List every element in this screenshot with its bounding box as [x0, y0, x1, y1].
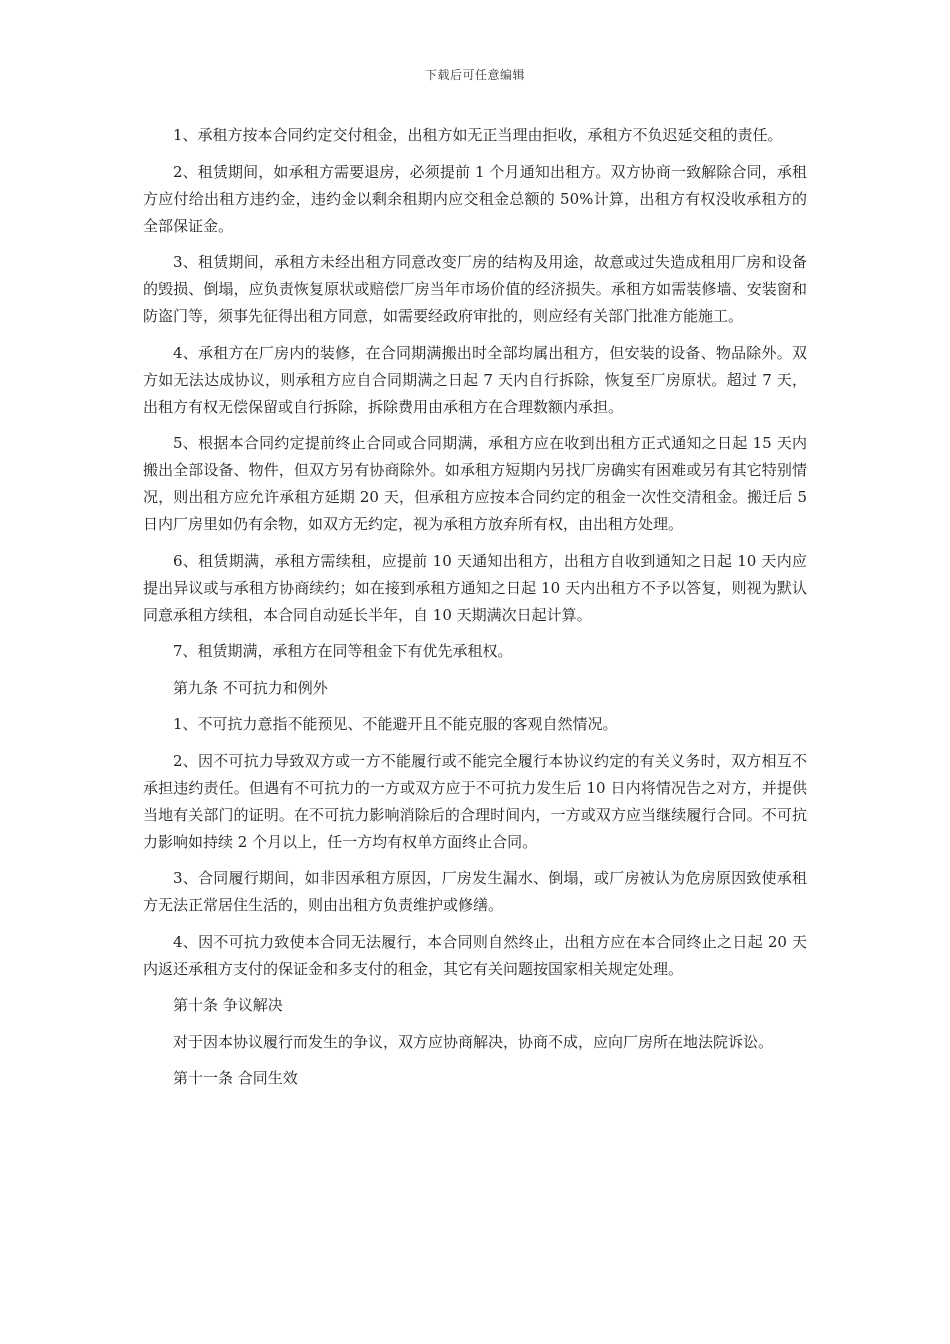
paragraph-clause-8-3: 3、租赁期间，承租方未经出租方同意改变厂房的结构及用途，故意或过失造成租用厂房和设备的毁损、倒塌，应负责恢复原状或赔偿厂房当年市场价值的经济损失。承租方如需装修墙、安装窗和防盗门等，须事先征得出租方同意，如需要经政府审批的，则应经有关部门批准方能施工。: [143, 253, 807, 325]
section-heading-article-9: 第九条 不可抗力和例外: [173, 678, 328, 697]
paragraph-article-10: 对于因本协议履行而发生的争议，双方应协商解决，协商不成，应向厂房所在地法院诉讼。: [173, 1032, 774, 1051]
paragraph-clause-8-4: 4、承租方在厂房内的装修，在合同期满搬出时全部均属出租方，但安装的设备、物品除外。双方如无法达成协议，则承租方应自合同期满之日起 7 天内自行拆除，恢复至厂房原状。超过 7 天，出租方有权无偿保留或自行拆除，拆除费用由承租方在合理数额内承担。: [143, 343, 807, 416]
paragraph-clause-8-7: 7、租赁期满，承租方在同等租金下有优先承租权。: [173, 642, 513, 660]
paragraph-clause-9-3: 3、合同履行期间，如非因承租方原因，厂房发生漏水、倒塌，或厂房被认为危房原因致使承租方无法正常居住生活的，则由出租方负责维护或修缮。: [143, 869, 807, 914]
document-body: [143, 122, 807, 1102]
paragraph-clause-9-2: 2、因不可抗力导致双方或一方不能履行或不能完全履行本协议约定的有关义务时，双方相互不承担违约责任。但遇有不可抗力的一方或双方应于不可抗力发生后 10 日内将情况告之对方，并提供当地有关部门的证明。在不可抗力影响消除后的合理时间内，一方或双方应当继续履行合同。不可抗力影响如持续 2 个月以上，任一方均有权单方面终止合同。: [143, 751, 807, 851]
paragraph-clause-8-1: 1、承租方按本合同约定交付租金，出租方如无正当理由拒收，承租方不负迟延交租的责任。: [173, 126, 783, 144]
paragraph-clause-8-6: 6、租赁期满，承租方需续租，应提前 10 天通知出租方，出租方自收到通知之日起 10 天内应提出异议或与承租方协商续约；如在接到承租方通知之日起 10 天内出租方不予以答复，则视为默认同意承租方续租，本合同自动延长半年，自 10 天期满次日起计算。: [143, 551, 807, 624]
paragraph-clause-8-5: 5、根据本合同约定提前终止合同或合同期满，承租方应在收到出租方正式通知之日起 15 天内搬出全部设备、物件，但双方另有协商除外。如承租方短期内另找厂房确实有困难或另有其它特别情况，则出租方应允许承租方延期 20 天，但承租方应按本合同约定的租金一次性交清租金。搬迁后 5 日内厂房里如仍有余物，如双方无约定，视为承租方放弃所有权，由出租方处理。: [143, 434, 807, 533]
paragraph-clause-9-4: 4、因不可抗力致使本合同无法履行，本合同则自然终止，出租方应在本合同终止之日起 20 天内返还承租方支付的保证金和多支付的租金，其它有关问题按国家相关规定处理。: [143, 932, 807, 978]
paragraph-clause-9-1: 1、不可抗力意指不能预见、不能避开且不能克服的客观自然情况。: [173, 715, 618, 733]
page-header: 下载后可任意编辑: [424, 68, 525, 82]
section-heading-article-11: 第十一条 合同生效: [173, 1069, 298, 1087]
section-heading-article-10: 第十条 争议解决: [173, 996, 283, 1014]
paragraph-clause-8-2: 2、租赁期间，如承租方需要退房，必须提前 1 个月通知出租方。双方协商一致解除合同，承租方应付给出租方违约金，违约金以剩余租期内应交租金总额的 50%计算，出租方有权没收承租方的全部保证金。: [143, 162, 807, 235]
